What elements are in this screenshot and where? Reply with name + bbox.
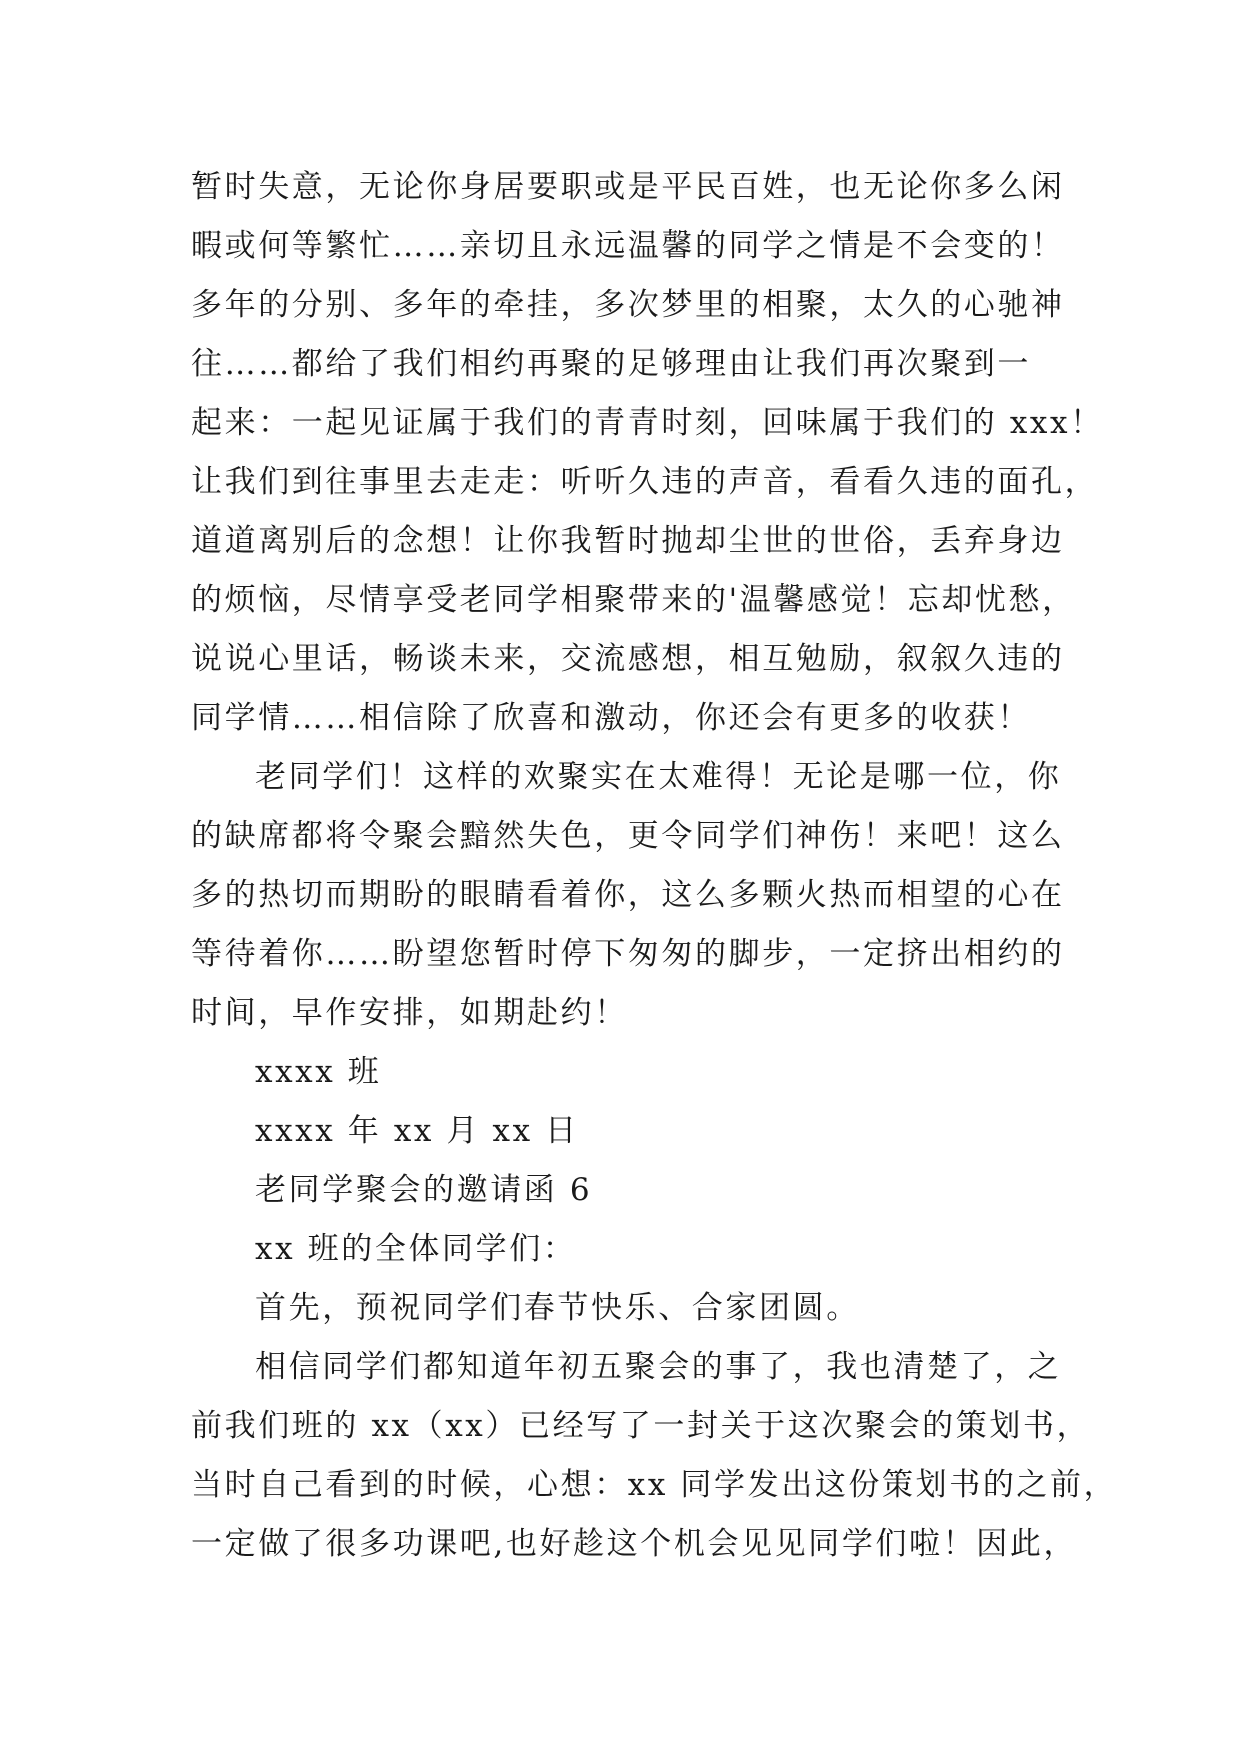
text-line: 的烦恼，尽情享受老同学相聚带来的'温馨感觉！忘却忧愁， [191, 582, 1076, 618]
text-line: 往……都给了我们相约再聚的足够理由让我们再次聚到一 [191, 346, 1031, 382]
text-line: 一定做了很多功课吧,也好趁这个机会见见同学们啦！因此， [191, 1526, 1078, 1562]
text-line: 多年的分别、多年的牵挂，多次梦里的相聚，太久的心驰神 [191, 287, 1065, 323]
document-body [191, 158, 1118, 1574]
salutation: xx 班的全体同学们： [255, 1231, 577, 1267]
text-line: 让我们到往事里去走走：听听久违的声音，看看久违的面孔， [191, 464, 1099, 500]
paragraph-start-line: 首先，预祝同学们春节快乐、合家团圆。 [255, 1290, 860, 1326]
signature-date: xxxx 年 xx 月 xx 日 [255, 1113, 579, 1149]
text-line: 时间，早作安排，如期赴约！ [191, 995, 628, 1031]
text-line: 说说心里话，畅谈未来，交流感想，相互勉励，叙叙久违的 [191, 641, 1065, 677]
text-line: 起来：一起见证属于我们的青青时刻，回味属于我们的 xxx！ [191, 405, 1104, 441]
text-line: 同学情……相信除了欣喜和激动，你还会有更多的收获！ [191, 700, 1031, 736]
text-line: 暇或何等繁忙……亲切且永远温馨的同学之情是不会变的！ [191, 228, 1065, 264]
paragraph-start-line: 相信同学们都知道年初五聚会的事了，我也清楚了，之 [255, 1349, 1062, 1385]
section-title: 老同学聚会的邀请函 6 [255, 1172, 593, 1208]
text-line: 道道离别后的念想！让你我暂时抛却尘世的世俗，丢弃身边 [191, 523, 1065, 559]
text-line: 的缺席都将令聚会黯然失色，更令同学们神伤！来吧！这么 [191, 818, 1065, 854]
signature-class: xxxx 班 [255, 1054, 382, 1090]
text-line: 多的热切而期盼的眼睛看着你，这么多颗火热而相望的心在 [191, 877, 1065, 913]
text-line: 等待着你……盼望您暂时停下匆匆的脚步，一定挤出相约的 [191, 936, 1065, 972]
text-line: 暂时失意，无论你身居要职或是平民百姓，也无论你多么闲 [191, 169, 1065, 205]
text-line: 前我们班的 xx（xx）已经写了一封关于这次聚会的策划书， [191, 1408, 1091, 1444]
text-line: 当时自己看到的时候，心想：xx 同学发出这份策划书的之前， [191, 1467, 1118, 1503]
paragraph-start-line: 老同学们！这样的欢聚实在太难得！无论是哪一位，你 [255, 759, 1062, 795]
